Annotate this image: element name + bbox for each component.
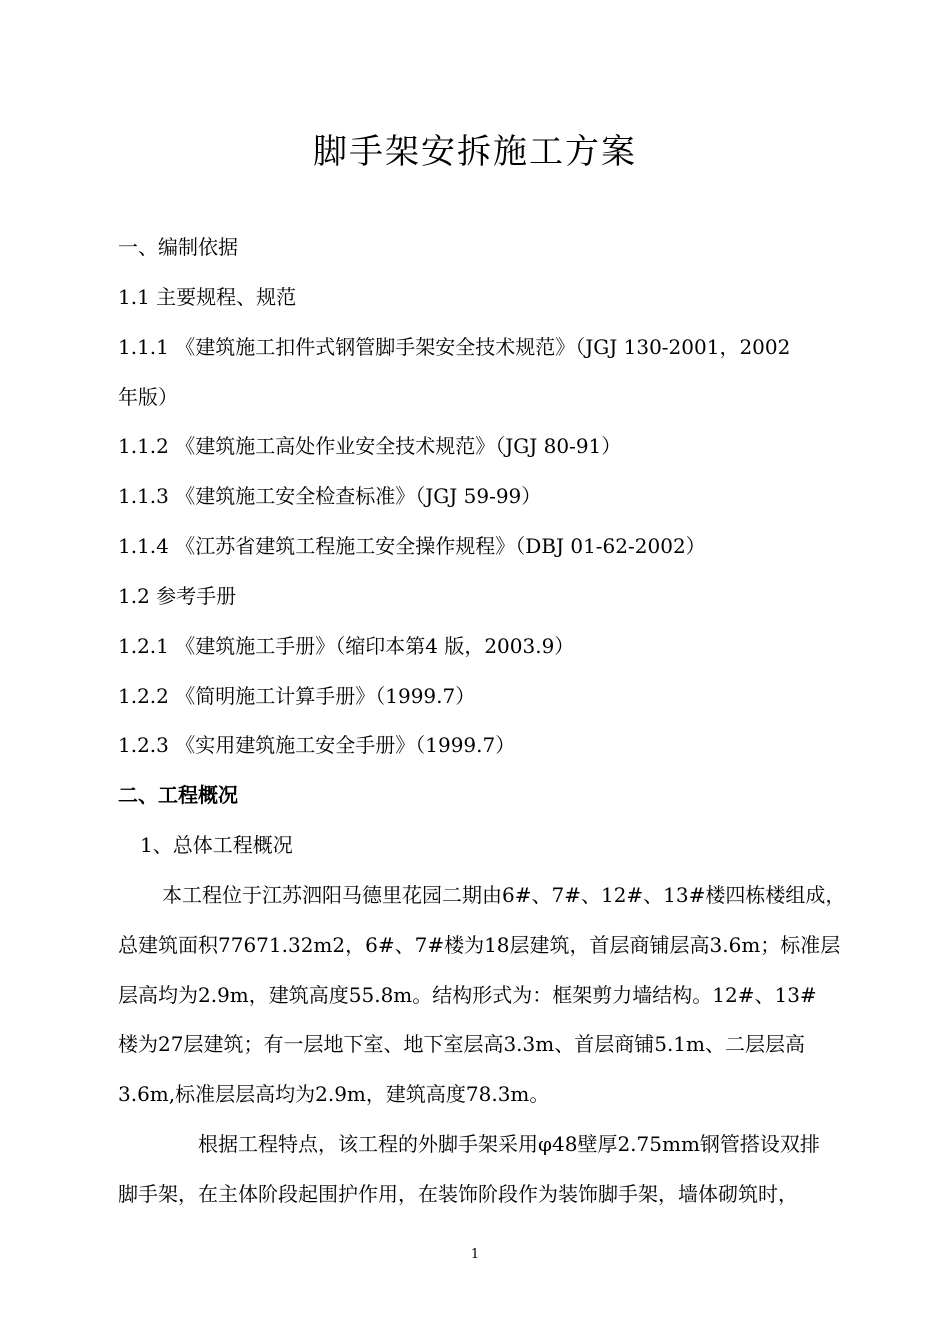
paragraph-line: 3.6m,标准层层高均为2.9m，建筑高度78.3m。 [118,1082,550,1106]
section-heading-overview: 二、工程概况 [118,783,238,807]
subsection-heading-general-overview: 1、总体工程概况 [140,833,293,857]
reference-line: 1.1.3 《建筑施工安全检查标准》（JGJ 59-99） [118,484,542,508]
paragraph-line: 层高均为2.9m，建筑高度55.8m。结构形式为：框架剪力墙结构。12#、13# [118,983,817,1007]
paragraph-line: 楼为27层建筑；有一层地下室、地下室层高3.3m、首层商铺5.1m、二层层高 [118,1032,805,1056]
reference-line: 1.2.3 《实用建筑施工安全手册》（1999.7） [118,733,516,757]
reference-line-continued: 年版） [118,385,178,409]
subsection-heading-regulations: 1.1 主要规程、规范 [118,285,297,309]
paragraph-line: 根据工程特点，该工程的外脚手架采用φ48壁厚2.75mm钢管搭设双排 [198,1132,820,1156]
paragraph-line: 总建筑面积77671.32m2，6#、7#楼为18层建筑，首层商铺层高3.6m；标准层 [118,933,841,957]
reference-line: 1.1.2 《建筑施工高处作业安全技术规范》（JGJ 80-91） [118,434,622,458]
reference-line: 1.1.1 《建筑施工扣件式钢管脚手架安全技术规范》（JGJ 130-2001，2002 [118,335,791,359]
paragraph-line: 本工程位于江苏泗阳马德里花园二期由6#、7#、12#、13#楼四栋楼组成， [162,883,846,907]
document-title: 脚手架安拆施工方案 [313,132,637,172]
reference-line: 1.2.1 《建筑施工手册》（缩印本第4 版，2003.9） [118,634,575,658]
page-number: 1 [470,1247,480,1262]
reference-line: 1.2.2 《简明施工计算手册》（1999.7） [118,684,476,708]
subsection-heading-manuals: 1.2 参考手册 [118,584,237,608]
paragraph-line: 脚手架，在主体阶段起围护作用，在装饰阶段作为装饰脚手架，墙体砌筑时， [118,1182,798,1206]
section-heading-basis: 一、编制依据 [118,235,238,259]
reference-line: 1.1.4 《江苏省建筑工程施工安全操作规程》（DBJ 01-62-2002） [118,534,706,558]
